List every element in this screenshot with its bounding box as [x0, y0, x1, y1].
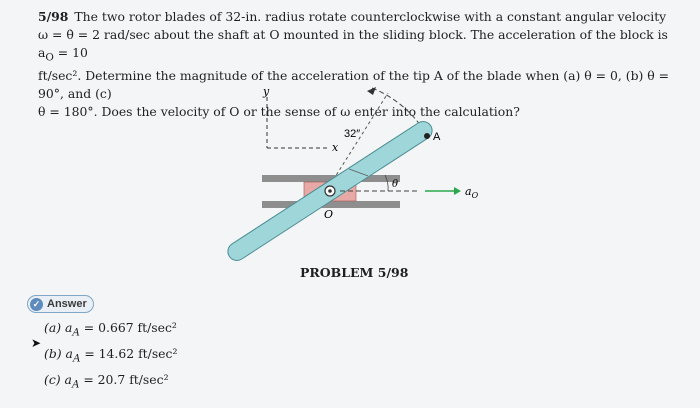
- answer-b: (b) $a_A = 14.62$ ft/sec²: [44, 346, 178, 365]
- problem-line-2: ω = θ̇ = 2 rad/sec about the shaft at O mounted in the sliding block. The acceleration of the block is $a_O = 10$: [38, 27, 668, 64]
- answer-label: Answer: [47, 298, 87, 310]
- rotor-blade-figure: [220, 85, 500, 270]
- problem-line-4: θ = 180°. Does the velocity of O or the sense of ω enter into the calculation?: [38, 104, 520, 120]
- mouse-cursor-icon: ➤: [31, 336, 42, 350]
- tip-point-a: [424, 133, 430, 139]
- theta-label: θ: [392, 179, 399, 190]
- tip-label-a: A: [433, 131, 441, 143]
- problem-line-3: ft/sec². Determine the magnitude of the acceleration of the tip A of the blade when (a) θ = 0, (b) θ = 90°, and (c): [38, 68, 670, 102]
- radius-label: 32″: [344, 128, 361, 140]
- answer-list: [44, 320, 177, 398]
- x-axis-label: x: [332, 141, 339, 154]
- guide-rail-bottom: [262, 201, 400, 208]
- answer-toggle-button[interactable]: [27, 295, 94, 313]
- y-axis-label: y: [263, 85, 270, 98]
- acceleration-arrowhead: [454, 187, 461, 195]
- check-icon: ✓: [30, 298, 43, 311]
- figure-caption: PROBLEM 5/98: [300, 265, 409, 280]
- problem-number: 5/98: [38, 9, 69, 24]
- shaft-label-o: O: [324, 208, 334, 221]
- rotation-arrowhead: [367, 87, 376, 95]
- answer-c: (c) $a_A = 20.7$ ft/sec²: [44, 372, 169, 391]
- answer-a: (a) $a_A = 0.667$ ft/sec²: [44, 320, 177, 339]
- problem-line-1: 5/98 The two rotor blades of 32-in. radius rotate counterclockwise with a constant angular velocity: [38, 9, 667, 24]
- acceleration-label: $a_O$: [465, 185, 479, 200]
